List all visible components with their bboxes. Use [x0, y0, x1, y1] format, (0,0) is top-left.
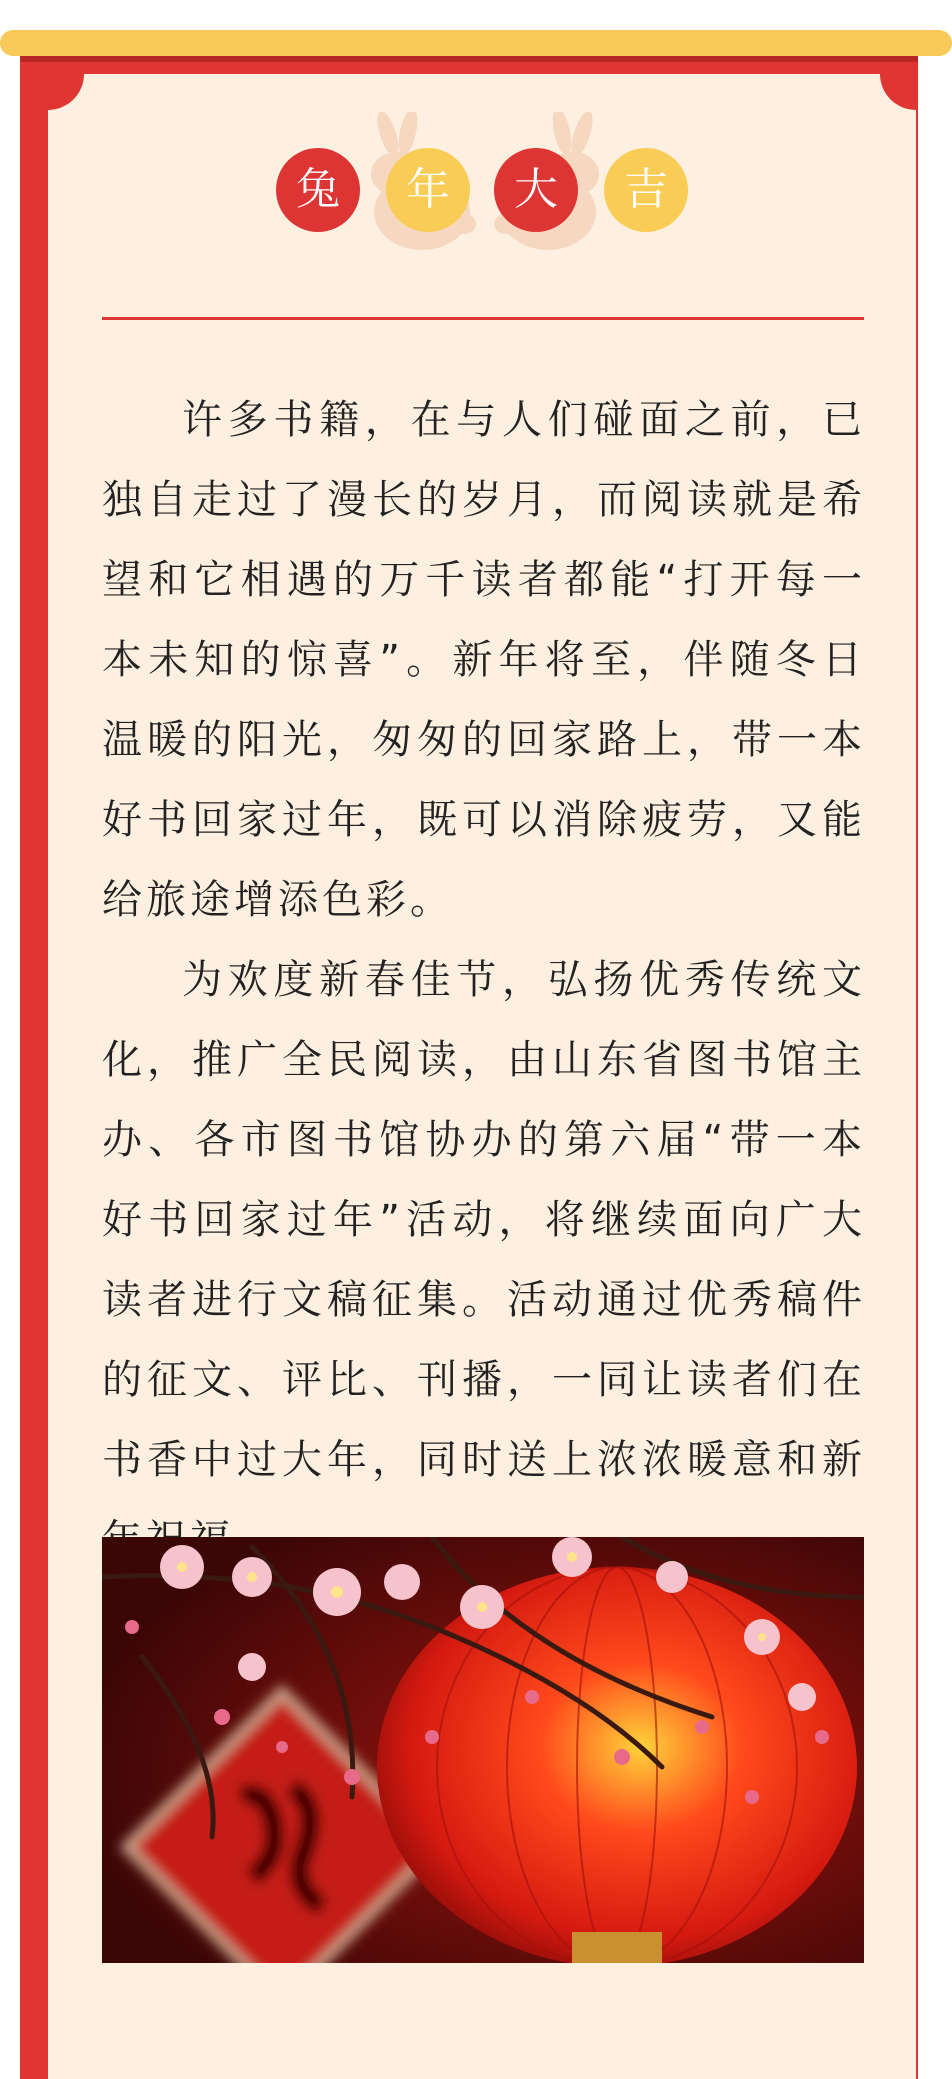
frame-top-edge [20, 56, 918, 62]
paragraph-1: 许多书籍，在与人们碰面之前，已独自走过了漫长的岁月，而阅读就是希望和它相遇的万千读者都能“打开每一本未知的惊喜”。新年将至，伴随冬日温暖的阳光，匆匆的回家路上，带一本好书回家过年，既可以消除疲劳，又能给旅途增添色彩。 [102, 397, 866, 923]
title-char-2: 年 [386, 148, 470, 232]
title-divider [102, 317, 864, 320]
title-char-1: 兔 [276, 148, 360, 232]
article-body [102, 380, 866, 1580]
top-banner-bar [0, 30, 952, 56]
title-char-4: 吉 [604, 148, 688, 232]
title-char-3: 大 [494, 148, 578, 232]
title-row [272, 148, 692, 234]
paragraph-2: 为欢度新春佳节，弘扬优秀传统文化，推广全民阅读，由山东省图书馆主办、各市图书馆协办的第六届“带一本好书回家过年”活动，将继续面向广大读者进行文稿征集。活动通过优秀稿件的征文、评比、刊播，一同让读者们在书香中过大年，同时送上浓浓暖意和新 [102, 957, 866, 1483]
red-lantern-plum-blossom-image [102, 1537, 864, 1963]
